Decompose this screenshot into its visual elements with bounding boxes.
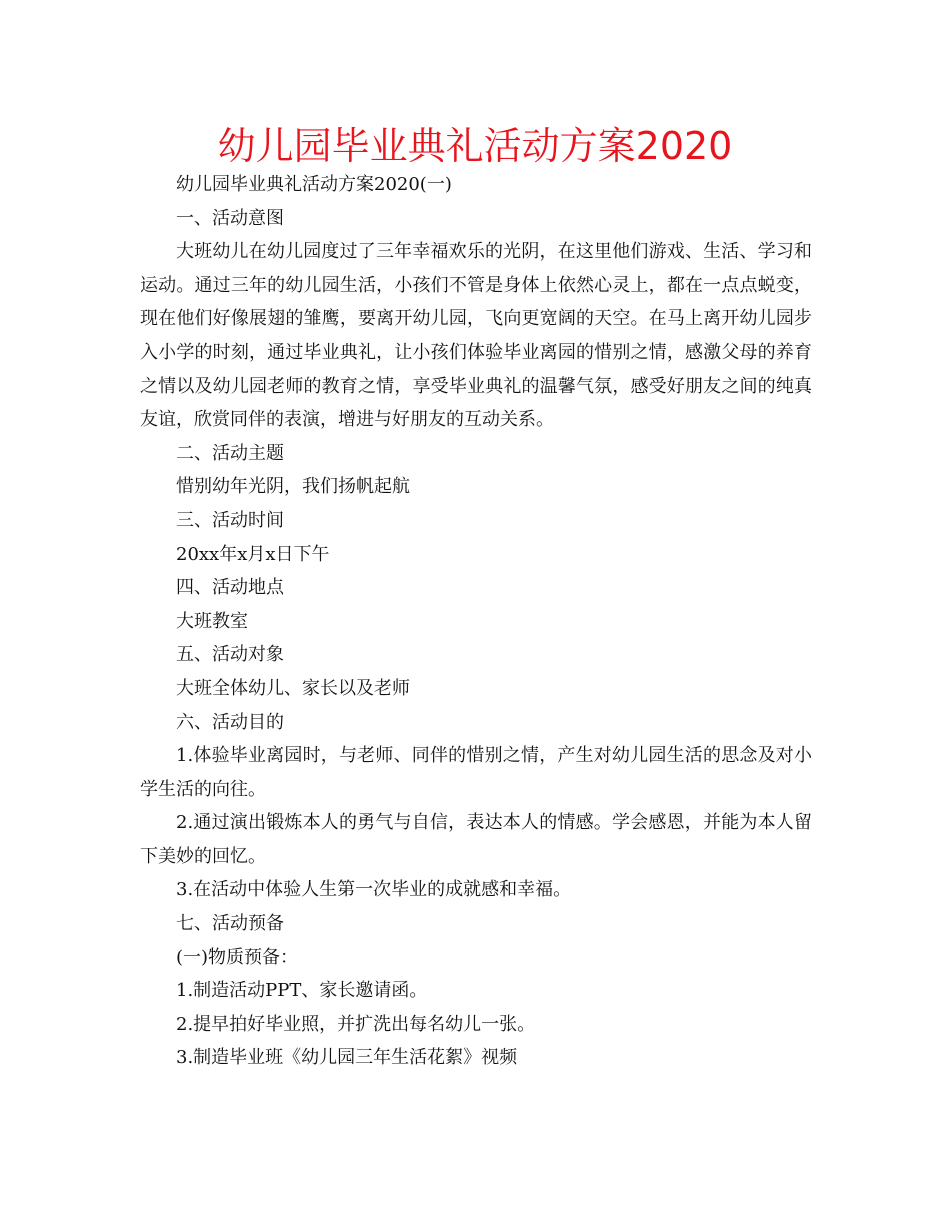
purpose-item-2: 2.通过演出锻炼本人的勇气与自信，表达本人的情感。学会感恩，并能为本人留下美妙的回忆。 <box>140 812 812 867</box>
location-paragraph: 大班教室 <box>176 610 248 632</box>
materials-item-3: 3.制造毕业班《幼儿园三年生活花絮》视频 <box>176 1047 518 1069</box>
time-paragraph: 20xx年x月x日下午 <box>176 543 330 565</box>
section-heading-location: 四、活动地点 <box>176 577 284 599</box>
subheading-materials: (一)物质预备： <box>176 946 299 968</box>
section-heading-time: 三、活动时间 <box>176 509 284 531</box>
section-heading-purpose: 六、活动目的 <box>176 711 284 733</box>
document-title: 幼儿园毕业典礼活动方案2020 <box>217 124 733 168</box>
document-body <box>140 168 812 1075</box>
theme-paragraph: 惜别幼年光阴，我们扬帆起航 <box>176 476 410 498</box>
section-heading-audience: 五、活动对象 <box>176 644 284 666</box>
section-heading-preparation: 七、活动预备 <box>176 913 284 935</box>
purpose-item-3: 3.在活动中体验人生第一次毕业的成就感和幸福。 <box>176 879 572 901</box>
section-heading-theme: 二、活动主题 <box>176 442 284 464</box>
subtitle-paragraph: 幼儿园毕业典礼活动方案2020(一) <box>176 174 452 195</box>
purpose-item-1: 1.体验毕业离园时，与老师、同伴的惜别之情，产生对幼儿园生活的思念及对小学生活的向往。 <box>140 745 812 800</box>
materials-item-1: 1.制造活动PPT、家长邀请函。 <box>176 980 428 1002</box>
section-heading-intent: 一、活动意图 <box>176 207 284 229</box>
materials-item-2: 2.提早拍好毕业照，并扩洗出每名幼儿一张。 <box>176 1013 536 1035</box>
audience-paragraph: 大班全体幼儿、家长以及老师 <box>176 677 410 699</box>
intent-paragraph: 大班幼儿在幼儿园度过了三年幸福欢乐的光阴，在这里他们游戏、生活、学习和运动。通过三年的幼儿园生活，小孩们不管是身体上依然心灵上，都在一点点蜕变，现在他们好像展翅的雏鹰，要离开幼儿园，飞向更宽阔的天空。在马上离开幼儿园步入小学的时刻，通过毕业典礼，让小孩们体验毕业离园的惜别之情，感激父母的养育之情以及幼儿园老师的教育之情，享受毕业典礼的温馨气氛，感受好朋友之间的纯真友谊，欣赏同伴的表演，增进与好朋友的互动关系。 <box>140 241 812 431</box>
